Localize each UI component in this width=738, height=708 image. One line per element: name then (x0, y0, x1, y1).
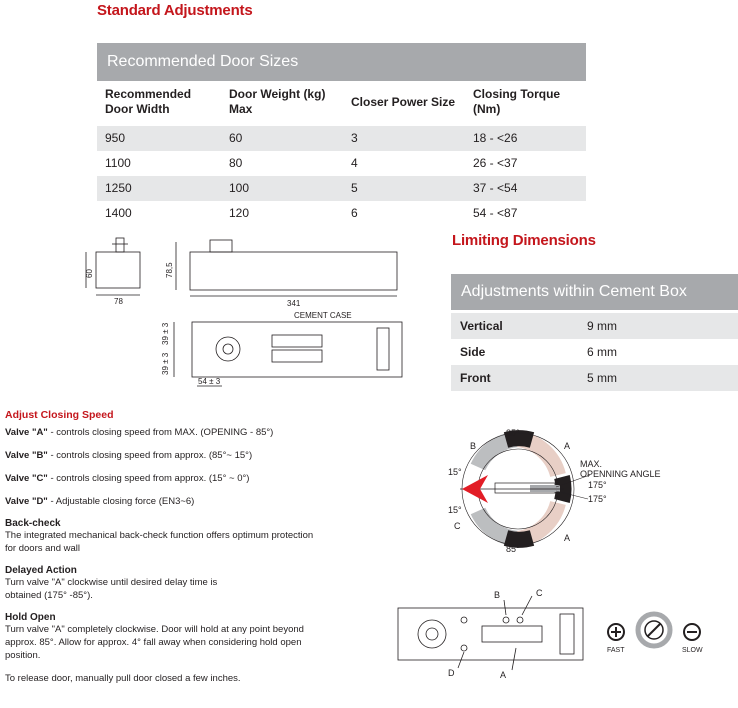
closer-dimension-drawing (82, 230, 412, 390)
label-175-a: 175° (588, 480, 607, 490)
table-row (97, 201, 586, 226)
valve-location-diagram (390, 582, 590, 682)
backcheck-title: Back-check (5, 518, 61, 529)
hold-line-3: position. (5, 650, 41, 661)
table-row (97, 151, 586, 176)
label-a-top: A (564, 441, 571, 451)
valve-d-label: D (448, 668, 455, 678)
valve-b-label: B (494, 590, 501, 600)
front-view-body (190, 252, 397, 290)
table-cell: 80 (229, 156, 243, 170)
label-15-bottom: 15° (448, 505, 462, 515)
table-cell: 18 - <26 (473, 131, 518, 145)
door-sizes-title: Recommended Door Sizes (97, 43, 586, 81)
table-cell: 1250 (105, 181, 132, 195)
table-cell: 4 (351, 156, 358, 170)
label-85-bottom: 85° (506, 544, 520, 554)
label-175-b: 175° (588, 494, 607, 504)
valve-description: - controls closing speed from approx. (85°~ 15°) (47, 450, 253, 461)
speed-title: Adjust Closing Speed (5, 409, 114, 421)
delayed-line-1: Turn valve "A" clockwise until desired delay time is (5, 577, 218, 588)
table-row (97, 126, 586, 151)
col-header-width: Recommended Door Width (105, 87, 192, 116)
dim-39a-label: 39 ± 3 (161, 322, 170, 345)
cement-row-label: Side (460, 345, 486, 359)
valve-line (5, 472, 345, 485)
hold-line-2: approx. 85°. Allow for approx. 4° fall away when considering hold open (5, 637, 302, 648)
speed-adjust-icons (604, 606, 704, 662)
dim-39b-label: 39 ± 3 (161, 352, 170, 375)
slow-label: SLOW (682, 647, 703, 654)
valve-line (5, 426, 345, 439)
cement-case-label: CEMENT CASE (294, 311, 352, 320)
adjust-screw-icon (638, 614, 670, 646)
table-cell: 6 (351, 206, 358, 220)
table-cell: 26 - <37 (473, 156, 518, 170)
plan-view-plate (192, 322, 402, 377)
fast-label: FAST (607, 647, 625, 654)
table-cell: 60 (229, 131, 243, 145)
table-cell: 120 (229, 206, 250, 220)
table-cell: 1100 (105, 156, 131, 170)
cement-box-table (451, 274, 738, 392)
standard-adjustments-heading: Standard Adjustments (97, 2, 253, 19)
opening-angle-diagram (440, 425, 710, 555)
valve-c-label: C (536, 588, 543, 598)
table-row (97, 176, 586, 201)
table-row (451, 365, 738, 391)
cement-row-label: Vertical (460, 319, 503, 333)
table-cell: 5 (351, 181, 358, 195)
table-cell: 54 - <87 (473, 206, 518, 220)
delayed-line-2: obtained (175° -85°). (5, 590, 93, 601)
valve-a-label: A (500, 670, 507, 680)
dim-54-label: 54 ± 3 (198, 377, 221, 386)
valve-line (5, 495, 345, 508)
door-sizes-table (97, 43, 586, 228)
closing-speed-section (5, 409, 345, 685)
hold-line-1: Turn valve "A" completely clockwise. Door will hold at any point beyond (5, 624, 304, 635)
label-max: MAX. (580, 459, 603, 469)
valve-name: Valve "B" (5, 450, 48, 461)
valve-line (5, 449, 345, 462)
label-85-top: 85° (506, 428, 520, 438)
valve-name: Valve "D" (5, 496, 48, 507)
front-view-spindle (210, 240, 232, 252)
slow-minus-icon (684, 624, 700, 640)
dim-78-label: 78 (114, 297, 123, 306)
valve-name: Valve "C" (5, 473, 48, 484)
table-cell: 1400 (105, 206, 132, 220)
table-row (451, 313, 738, 339)
cement-row-label: Front (460, 371, 491, 385)
col-header-torque: Closing Torque (Nm) (473, 87, 561, 116)
dim-78-5-label: 78,5 (165, 262, 174, 278)
release-note: To release door, manually pull door closed a few inches. (5, 673, 241, 684)
label-b: B (470, 441, 477, 451)
backcheck-line-2: for doors and wall (5, 543, 80, 554)
label-c: C (454, 521, 461, 531)
cement-row-value: 5 mm (587, 371, 617, 385)
table-cell: 950 (105, 131, 126, 145)
label-a-bottom: A (564, 533, 571, 543)
label-opening-angle: OPENNING ANGLE (580, 469, 661, 479)
side-view-body (96, 252, 140, 288)
valve-description: - controls closing speed from approx. (15° ~ 0°) (47, 473, 250, 484)
cement-row-value: 9 mm (587, 319, 617, 333)
valve-name: Valve "A" (5, 427, 48, 438)
fast-plus-icon (608, 624, 624, 640)
limiting-dimensions-heading: Limiting Dimensions (452, 232, 596, 249)
dim-60-label: 60 (85, 269, 94, 278)
valve-description: - controls closing speed from MAX. (OPENING - 85°) (47, 427, 274, 438)
dim-341-label: 341 (287, 299, 301, 308)
delayed-title: Delayed Action (5, 565, 77, 576)
side-view-spindle (116, 238, 124, 252)
table-cell: 3 (351, 131, 358, 145)
col-header-power: Closer Power Size (351, 95, 456, 109)
col-header-weight: Door Weight (kg) Max (229, 87, 326, 116)
table-cell: 100 (229, 181, 250, 195)
valve-description: - Adjustable closing force (EN3~6) (47, 496, 195, 507)
backcheck-line-1: The integrated mechanical back-check function offers optimum protection (5, 530, 314, 541)
cement-box-title: Adjustments within Cement Box (451, 274, 738, 310)
label-15-top: 15° (448, 467, 462, 477)
table-cell: 37 - <54 (473, 181, 518, 195)
cement-row-value: 6 mm (587, 345, 617, 359)
hold-title: Hold Open (5, 612, 56, 623)
table-row (451, 339, 738, 365)
